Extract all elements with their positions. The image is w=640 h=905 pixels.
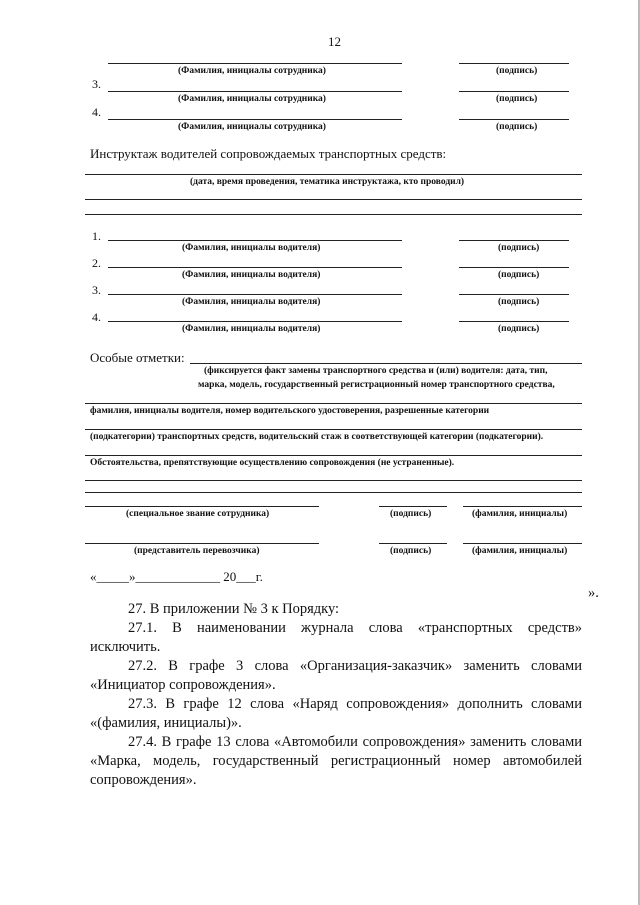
driver-signature-line-1 [459, 267, 569, 268]
signature-caption: (подпись) [496, 66, 538, 76]
special-line-0 [190, 363, 582, 364]
special-line-2 [85, 429, 582, 430]
employee-row-number: 3. [92, 77, 101, 91]
special-caption: (фиксируется факт замены транспортного средства и (или) водителя: дата, тип, [204, 366, 548, 376]
driver-signature-line-2 [459, 294, 569, 295]
rank-caption: (специальное звание сотрудника) [126, 509, 270, 519]
paragraph-27-3: 27.3. В графе 12 слова «Наряд сопровождения» дополнить словами «(фамилия, инициалы)». [90, 696, 582, 731]
employee-line-1 [108, 91, 402, 92]
signature-caption: (подпись) [498, 243, 540, 253]
special-line-1 [85, 403, 582, 404]
driver-caption: (Фамилия, инициалы водителя) [182, 243, 321, 253]
driver-caption: (Фамилия, инициалы водителя) [182, 270, 321, 280]
special-caption: фамилия, инициалы водителя, номер водительского удостоверения, разрешенные категории [90, 406, 490, 416]
carrier-signature-line [379, 543, 447, 544]
driver-row-number: 4. [92, 310, 101, 324]
driver-line-0 [108, 240, 402, 241]
rank-signature-line [379, 506, 447, 507]
signature-caption: (подпись) [390, 546, 432, 556]
paragraph-27: 27. В приложении № 3 к Порядку: [128, 601, 340, 617]
closing-quote: ». [588, 585, 599, 601]
rank-line [85, 506, 319, 507]
page-number: 12 [328, 34, 341, 49]
employee-line-2 [108, 119, 402, 120]
special-caption: марка, модель, государственный регистрационный номер транспортного средства, [198, 380, 555, 390]
briefing-line-0 [85, 174, 582, 175]
briefing-line-2 [85, 214, 582, 215]
signature-line-1 [459, 91, 569, 92]
briefing-title: Инструктаж водителей сопровождаемых транспортных средств: [90, 146, 447, 161]
special-line-4 [85, 480, 582, 481]
employee-caption: (Фамилия, инициалы сотрудника) [178, 66, 326, 76]
employee-caption: (Фамилия, инициалы сотрудника) [178, 122, 326, 132]
signature-line-0 [459, 63, 569, 64]
amendment-text [90, 600, 582, 790]
rank-name-line [463, 506, 582, 507]
carrier-name-line [463, 543, 582, 544]
special-caption: (подкатегории) транспортных средств, водительский стаж в соответствующей категории (подкатегории). [90, 432, 544, 442]
driver-row-number: 2. [92, 256, 101, 270]
driver-line-2 [108, 294, 402, 295]
paragraph-27-2: 27.2. В графе 3 слова «Организация-заказчик» заменить словами «Инициатор сопровождения». [90, 658, 582, 693]
carrier-caption: (представитель перевозчика) [134, 546, 260, 556]
paragraph-27-1: 27.1. В наименовании журнала слова «транспортных средств» исключить. [90, 620, 582, 655]
driver-row-number: 1. [92, 229, 101, 243]
special-caption: Обстоятельства, препятствующие осуществлению сопровождения (не устраненные). [90, 458, 455, 468]
special-line-5 [85, 492, 582, 493]
driver-signature-line-0 [459, 240, 569, 241]
special-label: Особые отметки: [90, 350, 185, 365]
signature-line-2 [459, 119, 569, 120]
date-line: «_____»_____________ 20___г. [90, 569, 263, 584]
briefing-caption: (дата, время проведения, тематика инструктажа, кто проводил) [190, 177, 465, 187]
signature-caption: (подпись) [498, 324, 540, 334]
driver-row-number: 3. [92, 283, 101, 297]
driver-caption: (Фамилия, инициалы водителя) [182, 297, 321, 307]
briefing-line-1 [85, 199, 582, 200]
paragraph-27-4: 27.4. В графе 13 слова «Автомобили сопровождения» заменить словами «Марка, модель, государственный регистрационный номер автомобилей сопровождения». [90, 734, 582, 788]
employee-line-0 [108, 63, 402, 64]
name-caption: (фамилия, инициалы) [472, 546, 568, 556]
carrier-line [85, 543, 319, 544]
driver-line-1 [108, 267, 402, 268]
driver-signature-line-3 [459, 321, 569, 322]
employee-row-number: 4. [92, 105, 101, 119]
driver-line-3 [108, 321, 402, 322]
employee-caption: (Фамилия, инициалы сотрудника) [178, 94, 326, 104]
signature-caption: (подпись) [498, 297, 540, 307]
signature-caption: (подпись) [390, 509, 432, 519]
signature-caption: (подпись) [498, 270, 540, 280]
special-line-3 [85, 455, 582, 456]
driver-caption: (Фамилия, инициалы водителя) [182, 324, 321, 334]
name-caption: (фамилия, инициалы) [472, 509, 568, 519]
signature-caption: (подпись) [496, 122, 538, 132]
signature-caption: (подпись) [496, 94, 538, 104]
